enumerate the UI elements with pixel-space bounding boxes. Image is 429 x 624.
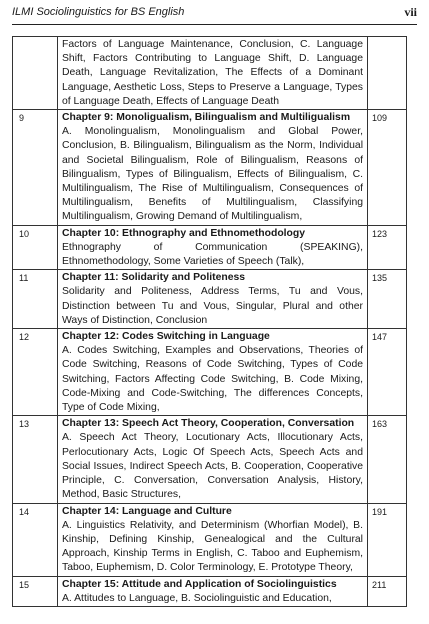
chapter-content [58, 503, 368, 576]
running-header [12, 4, 417, 25]
chapter-topics: A. Speech Act Theory, Locutionary Acts, Illocutionary Acts, Perlocutionary Acts, Logic Of Speech Acts, Speech Acts and Social Issues, Indirect Speech Acts, B. Cooperation, Cooperative Principle, C. Conversation, Conversation Analysis, History, Method, Basic Structures, [62, 432, 363, 501]
chapter-content [58, 270, 368, 329]
chapter-number: 9 [13, 110, 58, 226]
chapter-topics: A. Monolingualism, Monolingualism and Global Power, Conclusion, B. Bilingualism, Bilingualism as the Norm, Individual and Societal Bilingualism, Role of Bilingualism, Reasons of Bilingualism, Types of Bilingualism, Effects of Bilingualism, C. Multilingualism, The Rise of Multilingualism, Consequences of Multilingualism, Benefits of Multilingualism, Classifying Multilingualism, Growing Demand of Multilingualism, [62, 126, 363, 223]
chapter-topics: A. Codes Switching, Examples and Observations, Theories of Code Switching, Reasons of Code Switching, Types of Code Switching, Factors Affecting Code Switching, B. Code Mixing, Code-Mixing and Code-Switching, The differences Concepts, Type of Code Mixing, [62, 345, 363, 414]
chapter-title: Chapter 15: Attitude and Application of Sociolinguistics [62, 578, 337, 590]
chapter-content [58, 416, 368, 503]
chapter-title: Chapter 10: Ethnography and Ethnomethodology [62, 227, 306, 239]
table-row [13, 37, 407, 110]
chapter-page: 123 [368, 225, 407, 270]
table-row [13, 110, 407, 226]
chapter-topics: Factors of Language Maintenance, Conclusion, C. Language Shift, Factors Contributing to Language Shift, D. Language Death, Language Revitalization, The Effects of a Dominant Language, Aesthetic Loss, Steps to Preserve a Language, Types of Language Death, Effects of Language Death [62, 39, 363, 107]
chapter-number [13, 37, 58, 110]
table-row [13, 503, 407, 576]
table-row [13, 270, 407, 329]
chapter-topics: Ethnography of Communication (SPEAKING), Ethnomethodology, Some Varieties of Speech (Talk), [62, 241, 363, 268]
chapter-topics: Solidarity and Politeness, Address Terms, Tu and Vous, Distinction between Tu and Vous, Singular, Plural and other Ways of Distinction, Conclusion [62, 286, 363, 326]
chapter-title: Chapter 14: Language and Culture [62, 505, 232, 517]
chapter-content [58, 329, 368, 416]
chapter-content [58, 37, 368, 110]
table-row [13, 576, 407, 606]
chapter-content [58, 110, 368, 226]
page-number: vii [404, 5, 417, 19]
chapter-page: 135 [368, 270, 407, 329]
chapter-title: Chapter 11: Solidarity and Politeness [62, 272, 246, 284]
chapter-content [58, 225, 368, 270]
chapter-page: 147 [368, 329, 407, 416]
chapter-number: 14 [13, 503, 58, 576]
chapter-page [368, 37, 407, 110]
chapter-number: 15 [13, 576, 58, 606]
table-of-contents [12, 36, 407, 607]
book-title: ILMI Sociolinguistics for BS English [12, 6, 185, 18]
chapter-number: 12 [13, 329, 58, 416]
chapter-number: 11 [13, 270, 58, 329]
chapter-page: 163 [368, 416, 407, 503]
chapter-number: 13 [13, 416, 58, 503]
table-row [13, 329, 407, 416]
chapter-page: 191 [368, 503, 407, 576]
table-row [13, 225, 407, 270]
chapter-content [58, 576, 368, 606]
chapter-title: Chapter 12: Codes Switching in Language [62, 331, 270, 343]
chapter-page: 211 [368, 576, 407, 606]
chapter-topics: A. Attitudes to Language, B. Sociolinguistic and Education, [62, 592, 332, 604]
table-row [13, 416, 407, 503]
chapter-topics: A. Linguistics Relativity, and Determinism (Whorfian Model), B. Kinship, Defining Kinship, Genealogical and the Cultural Approach, Kinship Terms in English, C. Taboo and Euphemism, Taboo, Euphemism, D. Color Terminology, E. Prototype Theory, [62, 519, 363, 574]
chapter-title: Chapter 9: Monoligualism, Bilingualism and Multiligualism [62, 112, 351, 124]
chapter-page: 109 [368, 110, 407, 226]
chapter-number: 10 [13, 225, 58, 270]
chapter-title: Chapter 13: Speech Act Theory, Cooperation, Conversation [62, 418, 355, 430]
